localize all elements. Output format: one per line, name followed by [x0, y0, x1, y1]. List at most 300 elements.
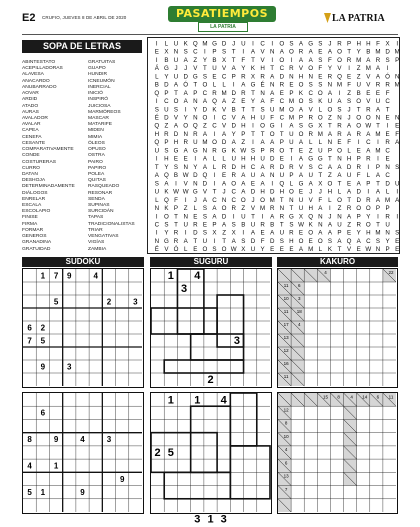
grid-letter: T	[376, 180, 380, 188]
grid-letter: G	[317, 155, 323, 163]
grid-letter: O	[163, 213, 169, 221]
kakuro-clue: 7	[284, 486, 288, 492]
grid-letter: V	[231, 114, 236, 122]
grid-letter: P	[347, 40, 352, 48]
grid-letter: G	[163, 238, 169, 245]
grid-letter: I	[386, 65, 389, 73]
grid-letter: P	[260, 147, 265, 155]
grid-letter: O	[337, 196, 342, 204]
grid-letter: R	[173, 229, 179, 237]
grid-letter: D	[356, 188, 361, 196]
grid-letter: E	[395, 122, 400, 130]
grid-letter: V	[366, 81, 371, 89]
grid-letter: N	[318, 213, 323, 221]
grid-letter: I	[213, 180, 216, 188]
grid-letter: Q	[337, 73, 342, 81]
grid-letter: O	[298, 81, 304, 89]
grid-letter: M	[308, 246, 314, 254]
grid-letter: E	[308, 238, 313, 245]
grid-letter: E	[366, 89, 371, 97]
brand-name: LA PATRIA	[332, 13, 385, 24]
kakuro-clue: 8	[284, 420, 288, 426]
grid-letter: J	[193, 196, 197, 204]
grid-letter: Y	[164, 163, 169, 171]
grid-letter: D	[164, 81, 169, 89]
grid-letter: L	[328, 196, 332, 204]
grid-letter: M	[356, 56, 362, 64]
grid-letter: T	[337, 180, 342, 188]
grid-letter: U	[260, 155, 265, 163]
grid-letter: A	[173, 122, 179, 130]
grid-letter: Ó	[385, 73, 391, 81]
grid-letter: E	[298, 147, 304, 155]
grid-letter: A	[298, 106, 304, 114]
sudoku-clue: 5	[27, 488, 32, 498]
grid-letter: Z	[328, 172, 332, 180]
grid-letter: A	[327, 221, 332, 229]
grid-letter: M	[288, 98, 294, 105]
grid-letter: I	[252, 139, 254, 147]
grid-letter: N	[154, 238, 160, 245]
word-list-item: POLEA	[88, 171, 105, 177]
grid-letter: L	[155, 196, 159, 204]
grid-letter: F	[270, 98, 275, 105]
grid-letter: S	[212, 246, 217, 254]
grid-letter: N	[269, 48, 275, 56]
grid-letter: E	[385, 114, 390, 122]
grid-letter: O	[317, 238, 323, 245]
sudoku-clue: 1	[53, 461, 59, 471]
word-search-letters	[148, 38, 401, 255]
word-list-item: AVALADOR	[22, 115, 48, 121]
grid-letter: K	[250, 65, 256, 73]
grid-letter: I	[290, 56, 293, 64]
grid-letter: L	[212, 155, 217, 163]
grid-letter: O	[298, 238, 304, 245]
pasatiempos-logo	[168, 6, 276, 36]
grid-letter: X	[212, 229, 217, 237]
grid-letter: J	[347, 114, 351, 122]
kakuro-clue: 10	[283, 296, 289, 302]
grid-letter: I	[377, 213, 379, 221]
grid-letter: O	[317, 114, 323, 122]
grid-letter: R	[337, 122, 342, 130]
word-list-item: DATAN	[22, 171, 38, 177]
grid-letter: N	[279, 205, 285, 212]
kakuro-clue: 12	[283, 407, 289, 413]
grid-letter: Q	[346, 238, 352, 245]
grid-letter: A	[183, 238, 188, 245]
grid-letter: T	[222, 238, 226, 245]
sudoku-clue: 2	[106, 297, 112, 307]
grid-letter: R	[269, 163, 275, 171]
grid-letter: O	[288, 48, 294, 56]
grid-letter: S	[154, 180, 159, 188]
grid-letter: N	[337, 155, 342, 163]
grid-letter: U	[356, 81, 361, 89]
grid-letter: N	[289, 73, 294, 81]
grid-letter: S	[154, 106, 159, 114]
grid-letter: A	[327, 229, 332, 237]
grid-letter: U	[164, 106, 169, 114]
grid-letter: A	[260, 98, 265, 105]
grid-letter: D	[231, 163, 236, 171]
word-list-item: INSPIRÓ	[88, 97, 109, 103]
word-list-item: JUICIOSA	[88, 103, 111, 109]
word-list-item: GRATUITAS	[88, 60, 116, 65]
grid-letter: U	[241, 213, 246, 221]
grid-letter: G	[212, 40, 217, 48]
sudoku-clue: 9	[67, 271, 72, 281]
grid-letter: O	[183, 122, 189, 130]
grid-letter: U	[394, 180, 400, 188]
grid-letter: F	[318, 65, 323, 73]
grid-letter: A	[183, 56, 188, 64]
grid-letter: G	[192, 147, 198, 155]
grid-letter: T	[203, 65, 207, 73]
grid-letter: Y	[327, 65, 332, 73]
grid-letter: A	[366, 131, 371, 138]
grid-letter: A	[202, 163, 207, 171]
grid-letter: O	[173, 98, 179, 105]
grid-letter: A	[260, 163, 265, 171]
word-list-item: TRIAR	[88, 227, 103, 233]
word-search-grid	[147, 37, 400, 254]
grid-letter: S	[250, 147, 256, 155]
grid-letter: A	[375, 196, 381, 204]
grid-letter: D	[231, 89, 236, 97]
grid-letter: E	[289, 246, 294, 254]
grid-letter: M	[375, 147, 381, 155]
grid-letter: C	[308, 89, 313, 97]
word-list-item: DETERMINADAMENTE	[22, 184, 75, 190]
suguru-clue: 4	[220, 394, 227, 407]
grid-letter: I	[213, 131, 216, 138]
grid-letter: J	[174, 65, 178, 73]
grid-letter: H	[356, 40, 361, 48]
grid-letter: T	[337, 246, 342, 254]
kakuro-puzzle-2	[277, 392, 398, 514]
grid-letter: D	[202, 106, 208, 114]
grid-letter: U	[250, 246, 256, 254]
grid-letter: S	[202, 73, 207, 81]
suguru-puzzle-1	[150, 268, 272, 388]
grid-letter: Y	[193, 163, 198, 171]
grid-letter: A	[347, 213, 352, 221]
grid-letter: T	[279, 131, 284, 138]
grid-letter: R	[308, 114, 313, 122]
grid-letter: N	[337, 114, 342, 122]
grid-letter: I	[213, 238, 216, 245]
word-list-item: GENEROS	[22, 234, 47, 240]
grid-letter: U	[154, 147, 160, 155]
grid-letter: R	[173, 238, 179, 245]
word-list-item: RASQUEADO	[88, 184, 120, 190]
sudoku-clue: 4	[80, 435, 85, 445]
grid-letter: M	[375, 131, 381, 138]
grid-letter: E	[202, 221, 207, 229]
grid-letter: Q	[212, 98, 217, 105]
grid-letter: Y	[366, 213, 371, 221]
grid-letter: K	[318, 98, 323, 105]
grid-letter: T	[289, 205, 294, 212]
grid-letter: Y	[385, 238, 390, 245]
grid-letter: I	[290, 155, 293, 163]
grid-letter: R	[346, 56, 352, 64]
grid-letter: R	[289, 229, 294, 237]
grid-letter: S	[289, 40, 294, 48]
grid-letter: A	[347, 131, 352, 138]
grid-letter: W	[365, 122, 372, 130]
grid-letter: A	[308, 48, 313, 56]
grid-letter: Q	[163, 196, 169, 204]
grid-letter: S	[202, 205, 207, 212]
grid-letter: Q	[154, 139, 160, 147]
grid-letter: R	[269, 147, 275, 155]
word-list-item: ZAMBIA	[88, 246, 107, 252]
word-list-item: FORMAR	[22, 227, 44, 233]
grid-letter: S	[260, 106, 265, 114]
grid-letter: J	[309, 188, 313, 196]
grid-letter: N	[337, 213, 342, 221]
kakuro-clue: 12	[283, 348, 289, 354]
grid-letter: M	[269, 196, 275, 204]
sudoku-clue: 4	[93, 271, 98, 281]
grid-letter: V	[164, 246, 169, 254]
grid-letter: R	[289, 65, 294, 73]
grid-letter: G	[173, 147, 179, 155]
grid-letter: W	[298, 221, 304, 229]
grid-letter: K	[298, 89, 304, 97]
grid-letter: R	[241, 73, 246, 81]
grid-letter: A	[395, 196, 400, 204]
word-list-item: INICIÓ	[88, 91, 103, 97]
word-list-item: ARDID	[22, 97, 38, 103]
sudoku-clue: 6	[27, 323, 32, 333]
grid-letter: U	[154, 188, 160, 196]
kakuro-clue: 14	[362, 394, 368, 400]
grid-letter: P	[327, 147, 332, 155]
grid-letter: P	[173, 205, 179, 212]
word-list-item: ALAVESA	[22, 72, 44, 78]
grid-letter: F	[270, 114, 275, 122]
grid-letter: V	[298, 163, 304, 171]
grid-letter: T	[270, 65, 275, 73]
sudoku-clue: 1	[40, 271, 46, 281]
grid-letter: O	[221, 246, 227, 254]
grid-letter: P	[298, 114, 304, 122]
grid-letter: C	[212, 122, 217, 130]
sudoku-puzzle-1	[22, 268, 144, 388]
word-list-item: GRATUIDAD	[22, 246, 51, 252]
grid-letter: J	[328, 40, 332, 48]
grid-letter: U	[173, 73, 179, 81]
grid-letter: A	[356, 238, 361, 245]
grid-letter: R	[356, 163, 361, 171]
grid-letter: R	[337, 40, 342, 48]
grid-letter: B	[154, 81, 159, 89]
grid-letter: R	[193, 131, 198, 138]
grid-letter: S	[289, 221, 294, 229]
grid-letter: F	[347, 81, 351, 89]
grid-letter: K	[164, 205, 169, 212]
grid-letter: A	[318, 229, 323, 237]
grid-letter: Ó	[173, 246, 179, 254]
grid-letter: U	[250, 221, 256, 229]
grid-letter: D	[221, 213, 227, 221]
grid-letter: D	[269, 155, 275, 163]
grid-letter: Z	[356, 65, 361, 73]
grid-letter: P	[375, 163, 381, 171]
grid-letter: G	[308, 40, 314, 48]
grid-letter: N	[183, 163, 188, 171]
grid-letter: C	[221, 73, 227, 81]
grid-letter: U	[308, 172, 313, 180]
grid-letter: U	[327, 98, 333, 105]
grid-letter: Ó	[183, 81, 189, 89]
kakuro-clue: 4	[350, 394, 353, 400]
grid-letter: N	[385, 229, 390, 237]
grid-letter: Z	[222, 229, 226, 237]
grid-letter: P	[385, 246, 390, 254]
grid-letter: O	[356, 114, 362, 122]
grid-letter: O	[356, 98, 362, 105]
grid-letter: R	[279, 213, 285, 221]
grid-letter: A	[337, 163, 342, 171]
grid-letter: T	[251, 213, 255, 221]
suguru-clue: 1	[167, 394, 174, 407]
word-list-item: CAPEA	[22, 128, 39, 134]
suguru-clue: 1	[194, 394, 201, 407]
grid-letter: A	[375, 73, 381, 81]
grid-letter: P	[289, 89, 294, 97]
grid-letter: F	[318, 196, 323, 204]
grid-letter: S	[385, 56, 390, 64]
grid-letter: U	[231, 155, 236, 163]
grid-letter: L	[222, 81, 226, 89]
grid-letter: I	[396, 188, 399, 196]
grid-letter: N	[193, 98, 198, 105]
grid-letter: N	[385, 163, 390, 171]
grid-letter: E	[193, 213, 198, 221]
grid-letter: R	[356, 131, 361, 138]
grid-letter: H	[164, 155, 169, 163]
grid-letter: O	[269, 131, 275, 138]
grid-letter: E	[250, 180, 256, 188]
grid-letter: N	[173, 48, 179, 56]
word-list-item: ACEPILLADORAS	[22, 66, 63, 72]
grid-letter: I	[232, 213, 235, 221]
grid-letter: F	[385, 89, 390, 97]
grid-letter: O	[337, 147, 342, 155]
grid-letter: T	[174, 213, 178, 221]
grid-letter: S	[173, 106, 179, 114]
grid-letter: G	[192, 188, 198, 196]
grid-letter: R	[241, 89, 246, 97]
logo-title: PASATIEMPOS	[168, 6, 276, 22]
grid-letter: S	[318, 40, 323, 48]
grid-letter: D	[385, 48, 390, 56]
grid-letter: C	[318, 163, 323, 171]
grid-letter: N	[183, 131, 188, 138]
grid-letter: R	[375, 81, 381, 89]
grid-letter: A	[183, 147, 188, 155]
grid-letter: A	[164, 180, 169, 188]
grid-letter: S	[231, 221, 236, 229]
grid-letter: K	[327, 246, 332, 254]
grid-letter: I	[396, 40, 399, 48]
grid-letter: N	[269, 172, 275, 180]
grid-letter: L	[164, 40, 169, 48]
word-list-item: RESONAR	[88, 190, 113, 196]
suguru-clue: 1	[207, 513, 214, 526]
grid-letter: E	[375, 89, 381, 97]
word-list-item: CURRO	[22, 165, 40, 171]
grid-letter: A	[270, 229, 275, 237]
suguru-puzzle-2	[150, 392, 272, 526]
grid-letter: Y	[260, 246, 265, 254]
grid-letter: S	[337, 106, 342, 114]
grid-letter: Z	[347, 89, 351, 97]
grid-letter: G	[269, 122, 275, 130]
kakuro-clue: 11	[283, 309, 289, 315]
grid-letter: D	[202, 180, 208, 188]
grid-letter: J	[251, 196, 255, 204]
grid-letter: I	[184, 196, 187, 204]
grid-letter: I	[155, 155, 158, 163]
grid-letter: L	[308, 139, 313, 147]
suguru-region	[191, 406, 231, 472]
grid-letter: C	[279, 114, 285, 122]
word-list-item: SURCIDÁN	[88, 209, 114, 215]
grid-letter: A	[231, 139, 236, 147]
grid-letter: G	[192, 73, 198, 81]
grid-letter: W	[182, 188, 189, 196]
grid-letter: F	[328, 56, 332, 64]
grid-letter: D	[250, 238, 256, 245]
grid-letter: C	[385, 98, 390, 105]
grid-letter: O	[202, 246, 208, 254]
grid-letter: A	[260, 172, 265, 180]
grid-letter: N	[269, 81, 275, 89]
word-list-col1	[22, 60, 75, 253]
word-list-item: FINISE	[22, 215, 38, 221]
grid-letter: D	[346, 163, 352, 171]
grid-letter: L	[318, 139, 323, 147]
grid-letter: J	[347, 106, 351, 114]
grid-letter: T	[347, 196, 351, 204]
grid-letter: R	[385, 139, 390, 147]
grid-letter: A	[270, 73, 275, 81]
grid-letter: I	[204, 48, 206, 56]
grid-letter: O	[298, 98, 304, 105]
grid-letter: R	[260, 221, 265, 229]
grid-letter: A	[356, 180, 361, 188]
grid-letter: D	[269, 188, 275, 196]
grid-letter: E	[270, 246, 275, 254]
word-list-item: AURAS	[22, 109, 39, 115]
grid-letter: Y	[202, 56, 207, 64]
grid-letter: Á	[154, 65, 159, 73]
word-list-item: GRANADINA	[22, 240, 52, 246]
grid-letter: A	[183, 89, 188, 97]
grid-letter: A	[270, 89, 275, 97]
grid-letter: Z	[308, 147, 313, 155]
grid-letter: U	[212, 65, 217, 73]
grid-letter: O	[202, 81, 208, 89]
grid-letter: Q	[202, 172, 208, 180]
grid-letter: R	[385, 213, 390, 221]
